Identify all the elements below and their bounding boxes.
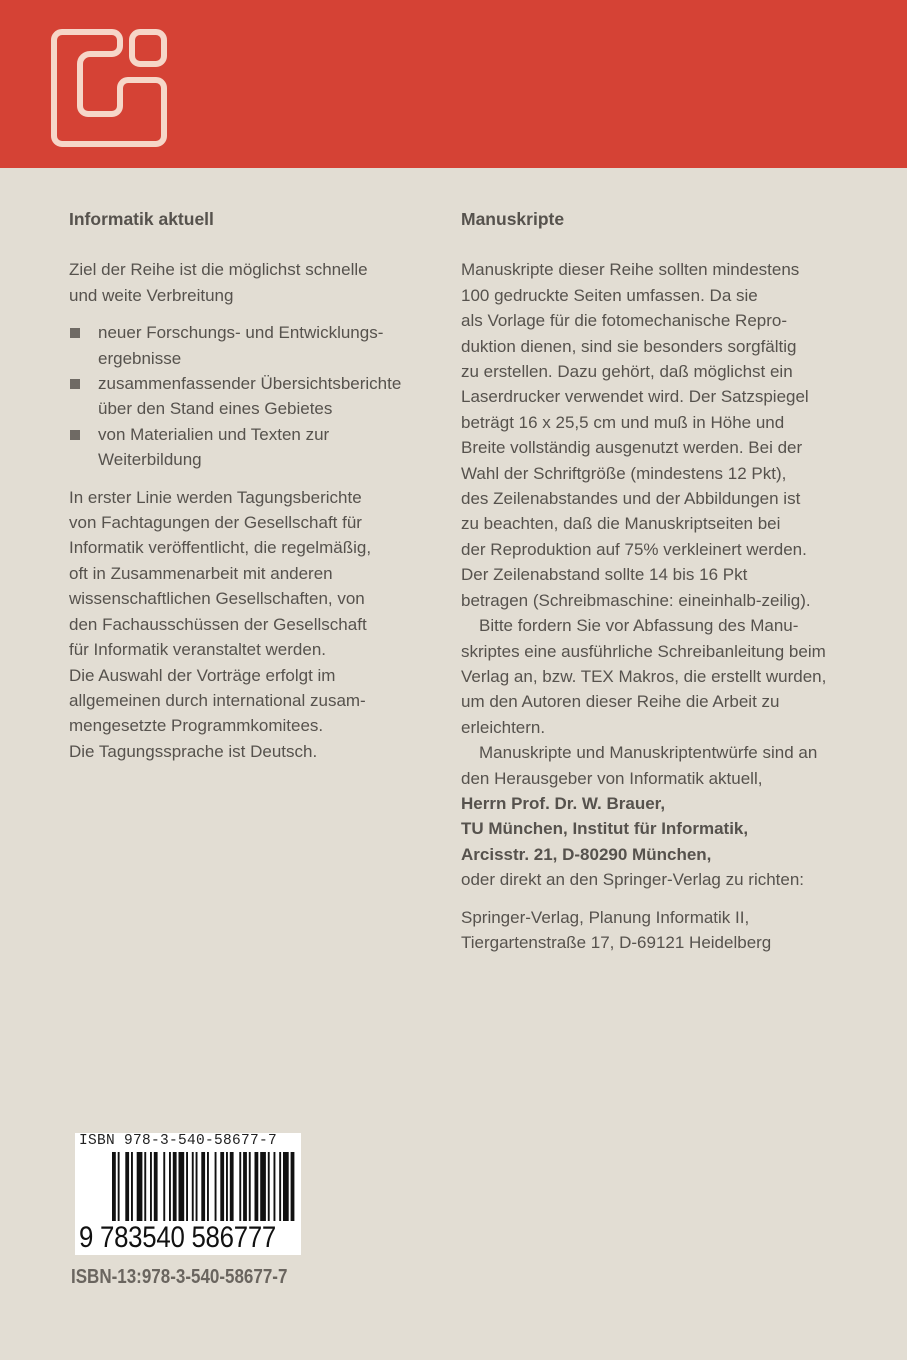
text-line: 100 gedruckte Seiten umfassen. Da sie	[461, 285, 758, 305]
barcode-bar	[173, 1152, 177, 1221]
header-band	[0, 0, 907, 168]
barcode-bar	[144, 1152, 146, 1221]
text-line: Die Tagungssprache ist Deutsch.	[69, 741, 318, 761]
barcode-bar	[215, 1152, 217, 1221]
text-line: betragen (Schreibmaschine: eineinhalb-zeilig).	[461, 590, 811, 610]
text-line: Bitte fordern Sie vor Abfassung des Manu-	[479, 616, 799, 636]
left-column	[69, 207, 401, 764]
publisher-logo-icon	[50, 28, 168, 148]
text-line: neuer Forschungs- und Entwicklungs-	[98, 323, 384, 343]
barcode-bar	[207, 1152, 209, 1221]
editor-address	[461, 791, 826, 867]
text-line: von Materialien und Texten zur	[98, 424, 330, 444]
bullet-square-icon	[70, 379, 80, 389]
barcode-bar	[169, 1152, 171, 1221]
text-line: mengesetzte Programmkomitees.	[69, 716, 324, 736]
text-line: Herrn Prof. Dr. W. Brauer,	[461, 793, 666, 813]
text-line: Informatik veröffentlicht, die regelmäßig,	[69, 538, 372, 558]
barcode-bar	[249, 1152, 251, 1221]
text-line: Die Auswahl der Vorträge erfolgt im	[69, 665, 336, 685]
barcode-bar	[192, 1152, 194, 1221]
section-title: Informatik aktuell	[69, 209, 214, 229]
right-column	[461, 207, 826, 955]
section-title: Manuskripte	[461, 209, 565, 229]
intro	[69, 257, 401, 308]
barcode-bar	[201, 1152, 205, 1221]
text-line: erleichtern.	[461, 717, 546, 737]
text-line: der Reproduktion auf 75% verkleinert werden.	[461, 539, 807, 559]
bullet-list	[69, 320, 401, 472]
text-line: In erster Linie werden Tagungsberichte	[69, 487, 362, 507]
text-line: und weite Verbreitung	[69, 285, 234, 305]
text-line: Verlag an, bzw. TEX Makros, die erstellt wurden,	[461, 666, 827, 686]
text-line: Der Zeilenabstand sollte 14 bis 16 Pkt	[461, 565, 748, 585]
text-line: den Herausgeber von Informatik aktuell,	[461, 768, 763, 788]
text-line: Ziel der Reihe ist die möglichst schnelle	[69, 260, 368, 280]
text-line: ergebnisse	[98, 348, 182, 368]
bullet-square-icon	[70, 430, 80, 440]
barcode-bar	[283, 1152, 289, 1221]
barcode-bar	[279, 1152, 281, 1221]
text-line: um den Autoren dieser Reihe die Arbeit zu	[461, 692, 780, 712]
barcode-digits: 9 783540 586777	[79, 1221, 277, 1254]
barcode-bar	[163, 1152, 165, 1221]
text-line: oft in Zusammenarbeit mit anderen	[69, 563, 333, 583]
text-line: Springer-Verlag, Planung Informatik II,	[461, 907, 750, 927]
barcode-bar	[243, 1152, 247, 1221]
text-line: beträgt 16 x 25,5 cm und muß in Höhe und	[461, 412, 785, 432]
text-line: duktion dienen, sind sie besonders sorgfältig	[461, 336, 797, 356]
text-line: skriptes eine ausführliche Schreibanleitung beim	[461, 641, 826, 661]
text-line: über den Stand eines Gebietes	[98, 399, 333, 419]
barcode	[75, 1133, 301, 1255]
paragraph	[461, 613, 826, 740]
paragraph	[461, 740, 826, 791]
barcode-bar	[226, 1152, 228, 1221]
text-line: Weiterbildung	[98, 450, 202, 470]
barcode-bar	[154, 1152, 158, 1221]
barcode-bar	[118, 1152, 120, 1221]
barcode-bar	[220, 1152, 224, 1221]
barcode-bar	[150, 1152, 152, 1221]
barcode-bar	[125, 1152, 129, 1221]
text-line: Laserdrucker verwendet wird. Der Satzspiegel	[461, 387, 809, 407]
barcode-bar	[186, 1152, 188, 1221]
barcode-bar	[179, 1152, 185, 1221]
text-line: von Fachtagungen der Gesellschaft für	[69, 513, 362, 533]
text-line: Wahl der Schriftgröße (mindestens 12 Pkt),	[461, 463, 787, 483]
bullet-square-icon	[70, 328, 80, 338]
text-line: den Fachausschüssen der Gesellschaft	[69, 614, 367, 634]
text-line: zu erstellen. Dazu gehört, daß möglichst ein	[461, 362, 793, 382]
list-item	[69, 371, 401, 422]
text-line: zusammenfassender Übersichtsberichte	[98, 374, 402, 394]
paragraph	[461, 257, 826, 613]
text-line: für Informatik veranstaltet werden.	[69, 640, 327, 660]
barcode-bar	[230, 1152, 234, 1221]
text-line: oder direkt an den Springer-Verlag zu richten:	[461, 870, 805, 890]
text-line: wissenschaftlichen Gesellschaften, von	[69, 589, 365, 609]
barcode-bar	[131, 1152, 133, 1221]
text-line: zu beachten, daß die Manuskriptseiten bei	[461, 514, 781, 534]
barcode-bar	[255, 1152, 259, 1221]
barcode-bar	[112, 1152, 116, 1221]
barcode-bar	[274, 1152, 276, 1221]
body-paragraph	[69, 485, 401, 764]
text-line: Breite vollständig ausgenutzt werden. Bei der	[461, 438, 803, 458]
text-line: Manuskripte und Manuskriptentwürfe sind an	[479, 743, 818, 763]
text-line: Tiergartenstraße 17, D-69121 Heidelberg	[461, 932, 772, 952]
text-line: allgemeinen durch international zusam-	[69, 690, 366, 710]
barcode-bar	[196, 1152, 198, 1221]
text-line: als Vorlage für die fotomechanische Repro-	[461, 311, 788, 331]
text-line: TU München, Institut für Informatik,	[461, 819, 749, 839]
isbn-13: ISBN-13:978-3-540-58677-7	[71, 1266, 288, 1288]
publisher-address	[461, 905, 826, 956]
barcode-isbn-text: ISBN 978-3-540-58677-7	[79, 1133, 278, 1149]
list-item	[69, 320, 401, 371]
text-line: Arcisstr. 21, D-80290 München,	[461, 844, 712, 864]
barcode-bar	[239, 1152, 241, 1221]
barcode-bar	[137, 1152, 143, 1221]
text-line: Manuskripte dieser Reihe sollten mindestens	[461, 260, 800, 280]
list-item	[69, 422, 401, 473]
barcode-bar	[268, 1152, 270, 1221]
barcode-bar	[260, 1152, 266, 1221]
text-line: des Zeilenabstandes und der Abbildungen ist	[461, 489, 801, 509]
barcode-bar	[291, 1152, 295, 1221]
